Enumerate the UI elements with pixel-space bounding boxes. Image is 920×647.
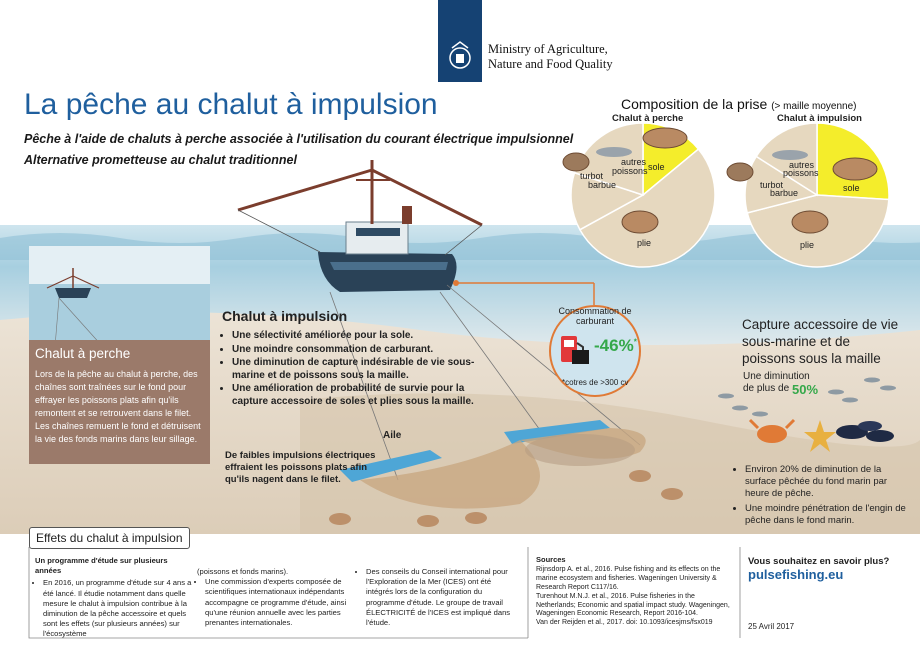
effects-column-2 xyxy=(197,567,355,628)
bycatch-lead-text: Une diminution de plus de xyxy=(743,371,810,394)
beam-trawl-title: Chalut à perche xyxy=(35,346,131,361)
list-item: • Une moindre pénétration de l'engin de pêche dans le fond marin. xyxy=(745,503,913,527)
website-link[interactable]: pulsefishing.eu xyxy=(748,567,844,582)
bycatch-reduction-value: 50% xyxy=(792,382,819,397)
pie1-label-plaice: plie xyxy=(637,238,652,248)
pulses-label: De faibles impulsions électriques effraient les poissons plats afin qu'ils nagent dans le filet. xyxy=(225,450,376,485)
pie2-label-turbot: turbot xyxy=(760,180,784,190)
fuel-footnote: *cotres de >300 cv xyxy=(562,378,629,387)
pie-chart-pulse-trawl xyxy=(745,123,889,267)
page-title: La pêche au chalut à impulsion xyxy=(24,88,438,121)
list-item: • Une sélectivité améliorée pour la sole. xyxy=(232,330,487,343)
sole-fish-icon-2 xyxy=(833,158,877,180)
source-item: Rijnsdorp A. et al., 2016. Pulse fishing and its effects on the marine ecosystem and fisheries. Wageningen University & Research Report C117/16. xyxy=(536,565,721,591)
pie1-label-turbot: turbot xyxy=(580,171,604,181)
plaice-fish-icon xyxy=(622,211,658,233)
pie2-label-sole: sole xyxy=(843,183,860,193)
sources-heading: Sources xyxy=(536,555,566,564)
fuel-reduction-value xyxy=(594,336,637,356)
fuel-marker: * xyxy=(633,337,637,347)
effects-title: Effets du chalut à impulsion xyxy=(29,527,190,549)
sole-fish-icon xyxy=(643,128,687,148)
catch-composition-title xyxy=(621,96,857,112)
list-item: • Une diminution de capture indésirable de vie sous-marine et de poissons sous la maille. xyxy=(232,357,487,382)
plaice-fish-icon-2 xyxy=(792,211,828,233)
catch-composition-title-text: Composition de la prise xyxy=(621,96,768,112)
wing-label: Aile xyxy=(383,430,402,441)
pie1-label-brill: barbue xyxy=(588,180,617,190)
catch-composition-note: (> maille moyenne) xyxy=(771,101,857,112)
fuel-value: -46% xyxy=(594,336,634,355)
fuel-pump-icon xyxy=(558,333,592,367)
bycatch-title: Capture accessoire de vie sous-marine et de poissons sous la maille xyxy=(742,317,899,366)
list-item: • Des conseils du Conseil international pour l'Exploration de la Mer (ICES) ont été intégrés lors de la configuration du programme d'étude. Le groupe de travail ÉLECTRICITÉ de l'ICES est impliqué dans l'étude. xyxy=(366,567,518,628)
other-fish-icon-2 xyxy=(772,150,808,160)
pie2-heading: Chalut à impulsion xyxy=(777,113,862,124)
beam-trawl-panel xyxy=(29,340,210,464)
publication-date: 25 Avril 2017 xyxy=(748,622,795,631)
pie1-label-sole: sole xyxy=(648,162,665,172)
ministry-line-1: Ministry of Agriculture, xyxy=(488,42,608,56)
page-subtitle-1: Pêche à l'aide de chaluts à perche associée à l'utilisation du courant électrique impulsionnel xyxy=(24,132,574,146)
list-item: • En 2016, un programme d'étude sur 4 ans a été lancé. Il étudie notamment dans quelle mesure le chalut à impulsion contribue à la diminution de la pêche accessoire et quels sont les effets (sur plusieurs années) sur l'écosystème xyxy=(43,578,195,639)
sources-block xyxy=(536,556,732,628)
beam-trawl-description: Lors de la pêche au chalut à perche, des chaînes sont traînées sur le fond pour effrayer les poissons plats afin qu'ils remontent et se retrouvent dans le filet. Les chaînes remuent le fond et détruisent la vie des fonds marins dans leur sillage. xyxy=(35,369,201,444)
pulse-trawl-title: Chalut à impulsion xyxy=(222,308,348,324)
page-subtitle-2: Alternative prometteuse au chalut traditionnel xyxy=(24,153,297,167)
pie1-label-other-2: poissons xyxy=(612,166,648,176)
pulse-trawl-panel xyxy=(222,308,487,410)
pie2-label-other-1: autres xyxy=(789,160,815,170)
fuel-title: Consommation de carburant xyxy=(558,306,632,326)
list-item: • Une commission d'experts composée de scientifiques internationaux indépendants accompagne ce programme d'étude, ainsi qu'une réunion annuelle avec les parties prenantes internationales. xyxy=(205,577,355,628)
source-item: Turenhout M.N.J. et al., 2016. Pulse fisheries in the Netherlands; Economic and spatial impact study. Wageningen, Wageningen Economic Research, Report 2016-104. xyxy=(536,592,730,618)
effects-col2-continuation: (poissons et fonds marins). xyxy=(197,567,289,576)
effects-column-3 xyxy=(358,567,518,628)
more-info-question: Vous souhaitez en savoir plus? xyxy=(748,556,890,567)
pie1-heading: Chalut à perche xyxy=(612,113,684,124)
ministry-name xyxy=(488,42,613,72)
list-item: • Une moindre consommation de carburant. xyxy=(232,344,487,357)
pie2-label-brill: barbue xyxy=(770,188,799,198)
turbot-fish-icon-2 xyxy=(727,163,753,181)
ministry-logo xyxy=(438,0,482,82)
list-item: • Environ 20% de diminution de la surface pêchée du fond marin par heure de pêche. xyxy=(745,464,913,500)
pie1-label-other-1: autres xyxy=(621,157,647,167)
other-fish-icon xyxy=(596,147,632,157)
battery-icon xyxy=(572,350,589,364)
royal-coat-of-arms-icon xyxy=(438,0,482,82)
pulse-trawl-bullets xyxy=(222,330,487,409)
ministry-line-2: Nature and Food Quality xyxy=(488,57,613,71)
pie2-label-plaice: plie xyxy=(800,240,815,250)
effects-col1-heading: Un programme d'étude sur plusieurs années xyxy=(35,556,168,576)
effects-column-1 xyxy=(35,556,195,640)
turbot-fish-icon xyxy=(563,153,589,171)
source-item: Van der Reijden et al., 2017. doi: 10.1093/icesjms/fsx019 xyxy=(536,619,713,627)
pie2-label-other-2: poissons xyxy=(783,168,819,178)
bycatch-bullets xyxy=(733,464,913,530)
list-item: • Une amélioration de probabilité de survie pour la capture accessoire de soles et plies sous la maille. xyxy=(232,383,487,408)
